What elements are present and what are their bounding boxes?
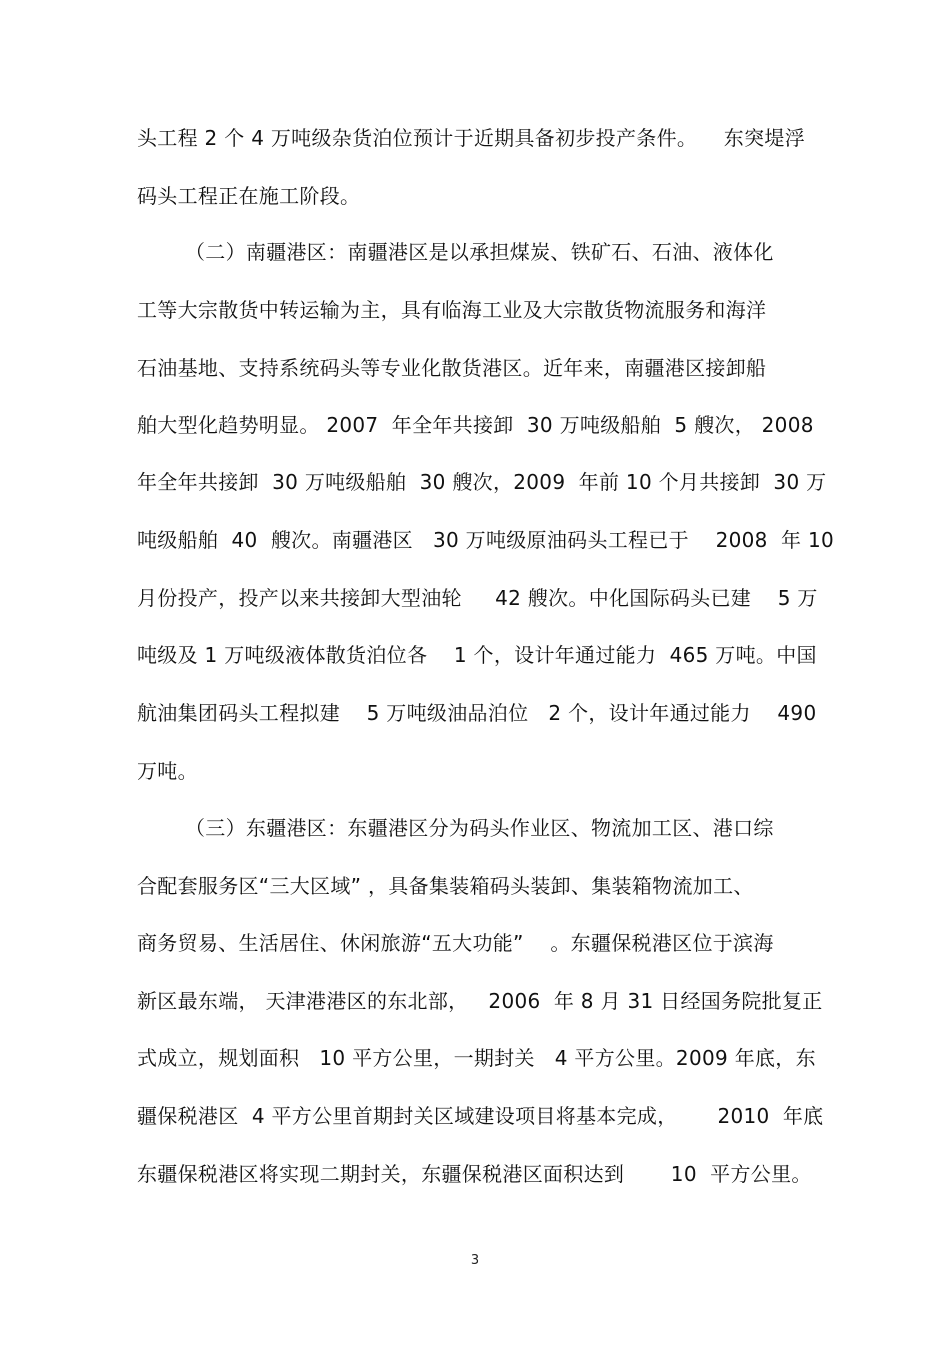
text-line: 东疆保税港区将实现二期封关，东疆保税港区面积达到 10 平方公里。 — [137, 1162, 812, 1186]
text-line: 年全年共接卸 30 万吨级船舶 30 艘次，2009 年前 10 个月共接卸 30 万 — [137, 470, 827, 494]
page-number: 3 — [470, 1253, 480, 1268]
text-line: 工等大宗散货中转运输为主，具有临海工业及大宗散货物流服务和海洋 — [137, 298, 767, 322]
text-line: 头工程 2 个 4 万吨级杂货泊位预计于近期具备初步投产条件。 东突堤浮 — [137, 126, 806, 150]
text-line: 码头工程正在施工阶段。 — [137, 184, 361, 208]
text-line: 合配套服务区“三大区域” ，具备集装箱码头装卸、集装箱物流加工、 — [137, 874, 754, 898]
text-line: 吨级船舶 40 艘次。南疆港区 30 万吨级原油码头工程已于 2008 年 10 — [137, 528, 835, 552]
text-line: 石油基地、支持系统码头等专业化散货港区。近年来，南疆港区接卸船 — [137, 356, 767, 380]
text-line: 舶大型化趋势明显。 2007 年全年共接卸 30 万吨级船舶 5 艘次， 2008 — [137, 413, 814, 437]
text-line: 航油集团码头工程拟建 5 万吨级油品泊位 2 个，设计年通过能力 490 — [137, 701, 817, 725]
text-line: 吨级及 1 万吨级液体散货泊位各 1 个，设计年通过能力 465 万吨。中国 — [137, 643, 817, 667]
text-line: （二）南疆港区：南疆港区是以承担煤炭、铁矿石、石油、液体化 — [185, 240, 774, 264]
text-line: 万吨。 — [137, 759, 198, 783]
text-line: 商务贸易、生活居住、休闲旅游“五大功能” 。东疆保税港区位于滨海 — [137, 931, 774, 955]
text-line: 式成立，规划面积 10 平方公里，一期封关 4 平方公里。2009 年底，东 — [137, 1046, 816, 1070]
text-line: 疆保税港区 4 平方公里首期封关区域建设项目将基本完成， 2010 年底 — [137, 1104, 824, 1128]
text-line: 新区最东端， 天津港港区的东北部， 2006 年 8 月 31 日经国务院批复正 — [137, 989, 823, 1013]
text-line: （三）东疆港区：东疆港区分为码头作业区、物流加工区、港口综 — [185, 816, 774, 840]
text-line: 月份投产，投产以来共接卸大型油轮 42 艘次。中化国际码头已建 5 万 — [137, 586, 818, 610]
